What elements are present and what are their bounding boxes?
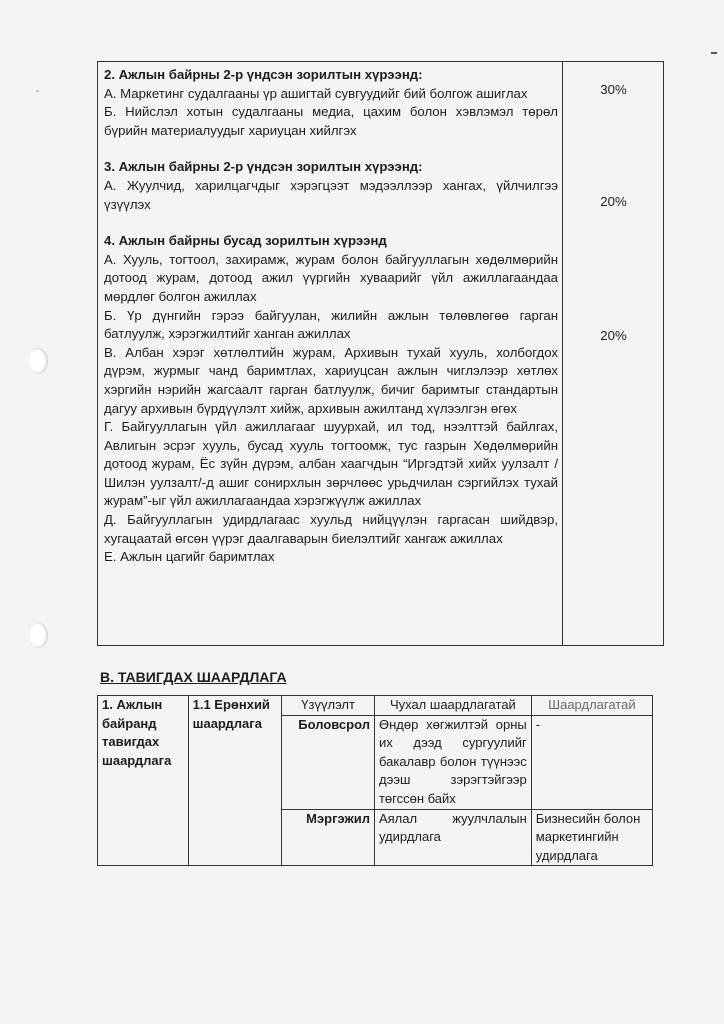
- essential-cell: Аялал жуулчлалын удирдлага: [374, 809, 531, 866]
- duty-heading-3: 3. Ажлын байрны 2-р үндсэн зорилтын хүрээнд:: [104, 159, 423, 175]
- essential-cell: Өндөр хөгжилтэй орны их дээд сургуулийг бакалавр болон түүнээс дээш зэрэгтэйгээр төгссөн байх: [374, 715, 531, 809]
- punch-hole: [28, 622, 48, 648]
- section-title: В. ТАВИГДАХ ШААРДЛАГА: [100, 669, 287, 685]
- duty-heading-2: 2. Ажлын байрны 2-р үндсэн зорилтын хүрээнд:: [104, 67, 423, 82]
- duties-table: [97, 61, 664, 646]
- requirement-subcategory: 1.1 Ерөнхий шаардлага: [188, 696, 282, 866]
- duty-item: Б. Нийслэл хотын судалгааны медиа, цахим болон хэвлэмэл төрөл бүрийн материалуудыг хариуцан хийлгэх: [104, 104, 558, 138]
- duty-item: А. Жуулчид, харилцагчдыг хэрэгцээт мэдээллээр хангах, үйлчилгээ үзүүлэх: [104, 177, 558, 212]
- indicator-cell: Боловсрол: [282, 715, 375, 809]
- duty-item: В. Албан хэрэг хөтлөлтийн журам, Архивын тухай хууль, холбогдох дүрэм, журмыг чанд баримтлах, хариуцсан ажлын чиглэлээр хөтлөх хэргийн нэрийн жагсаалт гарган батлуулж, бичиг баримтыг стандартын дагуу архивын бүрдүүлэлт хийж, архивын ажилтанд хүлээлгэн өгөх: [104, 344, 558, 416]
- punch-hole: [28, 348, 48, 374]
- column-divider: [562, 62, 563, 645]
- table-row: [98, 696, 653, 716]
- required-cell: -: [531, 715, 652, 809]
- scan-speck: [36, 90, 39, 92]
- edge-mark: [711, 52, 717, 54]
- duty-item: Г. Байгууллагын үйл ажиллагааг шуурхай, ил тод, нээлттэй байлгах, Авлигын эсрэг хууль, бусад хууль тогтоомж, тус газрын Хөдөлмөрийн дотоод журам, Ёс зүйн дүрэм, албан хаагчдын “Иргэдтэй хийх уулзалт /Шилэн уулзалт/-д ашиг сонирхлын зөрчлөөс урьдчилан сэргийлэх тухай журам”-ыг үйл ажиллагаандаа хэрэгжүүлж ажиллах: [104, 419, 558, 509]
- duty-item: А. Хууль, тогтоол, захирамж, журам болон байгууллагын хөдөлмөрийн дотоод журам, дотоод ажил үүргийн хуваарийг үйл ажиллагаандаа мөрдлөг болгон ажиллах: [104, 251, 558, 304]
- duty-item: А. Маркетинг судалгааны үр ашигтай сувгуудийг бий болгож ашиглах: [104, 85, 528, 101]
- duties-text-cell: [104, 66, 558, 567]
- header-required: Шаардлагатай: [531, 696, 652, 716]
- required-cell: Бизнесийн болон маркетингийн удирдлага: [531, 809, 652, 866]
- duty-item: Б. Үр дүнгийн гэрээ байгуулан, жилийн ажлын төлөвлөгөө гарган батлуулж, хэрэгжилтийг ханган ажиллах: [104, 307, 558, 342]
- requirements-table: [97, 695, 653, 866]
- weight-percent: 20%: [600, 194, 627, 209]
- indicator-cell: Мэргэжил: [282, 809, 375, 866]
- weight-percent: 30%: [600, 82, 627, 97]
- requirement-category: 1. Ажлын байранд тавигдах шаардлага: [98, 696, 189, 866]
- duty-heading-4: 4. Ажлын байрны бусад зорилтын хүрээнд: [104, 233, 387, 249]
- duty-item: Д. Байгууллагын удирдлагаас хуульд нийцүүлэн гаргасан шийдвэр, хугацаатай өгсөн үүрэг даалгаварын биелэлтийг хангаж ажиллах: [104, 512, 558, 546]
- weight-percent: 20%: [600, 328, 627, 343]
- header-essential: Чухал шаардлагатай: [374, 696, 531, 716]
- header-indicator: Үзүүлэлт: [282, 696, 375, 716]
- duty-item: Е. Ажлын цагийг баримтлах: [104, 549, 275, 565]
